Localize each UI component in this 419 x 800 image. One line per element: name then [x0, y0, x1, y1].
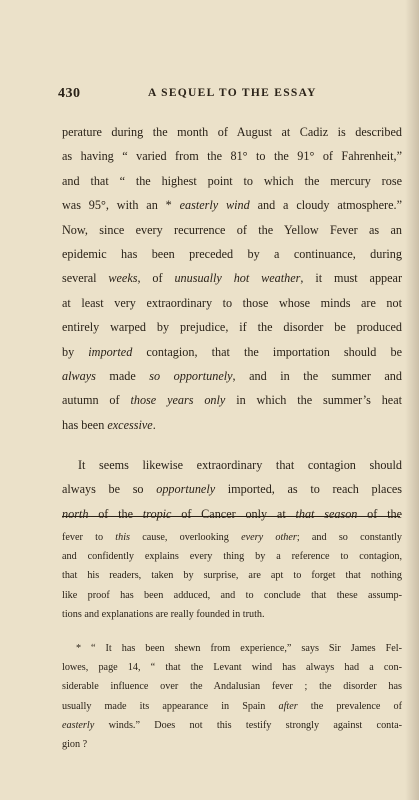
text-line: usually made its appearance in Spain after the prevalence of [62, 700, 402, 712]
text-line: was 95°, with an * easterly wind and a cloudy atmosphere.” [62, 198, 402, 213]
text-line: siderable influence over the Andalusian fever ; the disorder has [62, 681, 402, 693]
running-head: A SEQUEL TO THE ESSAY [148, 87, 317, 99]
italic-run: so opportunely [149, 368, 233, 383]
paragraph-1 [62, 120, 402, 437]
text-line: has been excessive. [62, 417, 156, 432]
text-line: It seems likewise extraordinary that contagion should [78, 458, 402, 473]
main-text [62, 120, 402, 526]
text-line: always be so opportunely imported, as to reach places [62, 482, 403, 497]
text-line: several weeks, of unusually hot weather, it must appear [62, 271, 403, 286]
text-line: like proof has been adduced, and to conclude that these assump- [62, 589, 402, 601]
page-number: 430 [58, 86, 81, 101]
footnote-continued [62, 528, 402, 624]
italic-run: that season [295, 506, 358, 521]
italic-run: weeks [108, 271, 138, 286]
footnote-gap [62, 624, 402, 639]
italic-run: excessive [107, 417, 153, 432]
text-line: * “ It has been shewn from experience,” says Sir James Fel- [76, 642, 402, 654]
italic-run: unusually hot weather [174, 271, 301, 286]
italic-run: easterly [62, 719, 95, 731]
text-line: always made so opportunely, and in the summer and [62, 368, 402, 383]
italic-run: north [62, 506, 89, 521]
text-line: and that “ the highest point to which the mercury rose [62, 173, 402, 188]
italic-run: opportunely [156, 482, 216, 497]
footnotes [62, 528, 402, 754]
text-line: tions and explanations are really founded in truth. [62, 608, 265, 620]
italic-run: easterly wind [179, 198, 250, 213]
text-line: lowes, page 14, “ that the Levant wind has always had a con- [62, 662, 402, 674]
text-line: Now, since every recurrence of the Yellow Fever as an [62, 222, 402, 237]
text-line: perature during the month of August at Cadiz is described [62, 125, 402, 139]
text-line: fever to this cause, overlooking every other; and so constantly [62, 532, 402, 543]
page-gutter-shadow [405, 0, 419, 800]
footnote-separator [62, 516, 400, 517]
text-line: that his readers, taken by surprise, are apt to forget that nothing [62, 570, 402, 582]
italic-run: after [278, 700, 298, 712]
italic-run: this [115, 532, 131, 543]
text-line: as having “ varied from the 81° to the 91° of Fahrenheit,” [62, 149, 402, 164]
text-line: entirely warped by prejudice, if the disorder be produced [62, 320, 402, 335]
paragraph-gap [62, 437, 402, 453]
text-line: and confidently explains every thing by a reference to contagion, [62, 551, 402, 563]
italic-run: every other [241, 532, 297, 543]
text-line: at least very extraordinary to those whose minds are not [62, 295, 402, 310]
italic-run: always [62, 368, 96, 383]
page-header [58, 86, 402, 104]
text-line: autumn of those years only in which the summer’s heat [62, 393, 402, 408]
text-line: easterly winds.” Does not this testify strongly against conta- [62, 719, 402, 731]
text-line: north of the tropic of Cancer only at that season of the [62, 506, 403, 521]
footnote-star [62, 639, 402, 754]
italic-run: imported [88, 344, 133, 359]
italic-run: those years only [130, 393, 226, 408]
text-line: by imported contagion, that the importation should be [62, 344, 402, 359]
text-line: epidemic has been preceded by a continuance, during [62, 246, 402, 261]
italic-run: tropic [142, 506, 172, 521]
text-line: gion ? [62, 738, 88, 750]
